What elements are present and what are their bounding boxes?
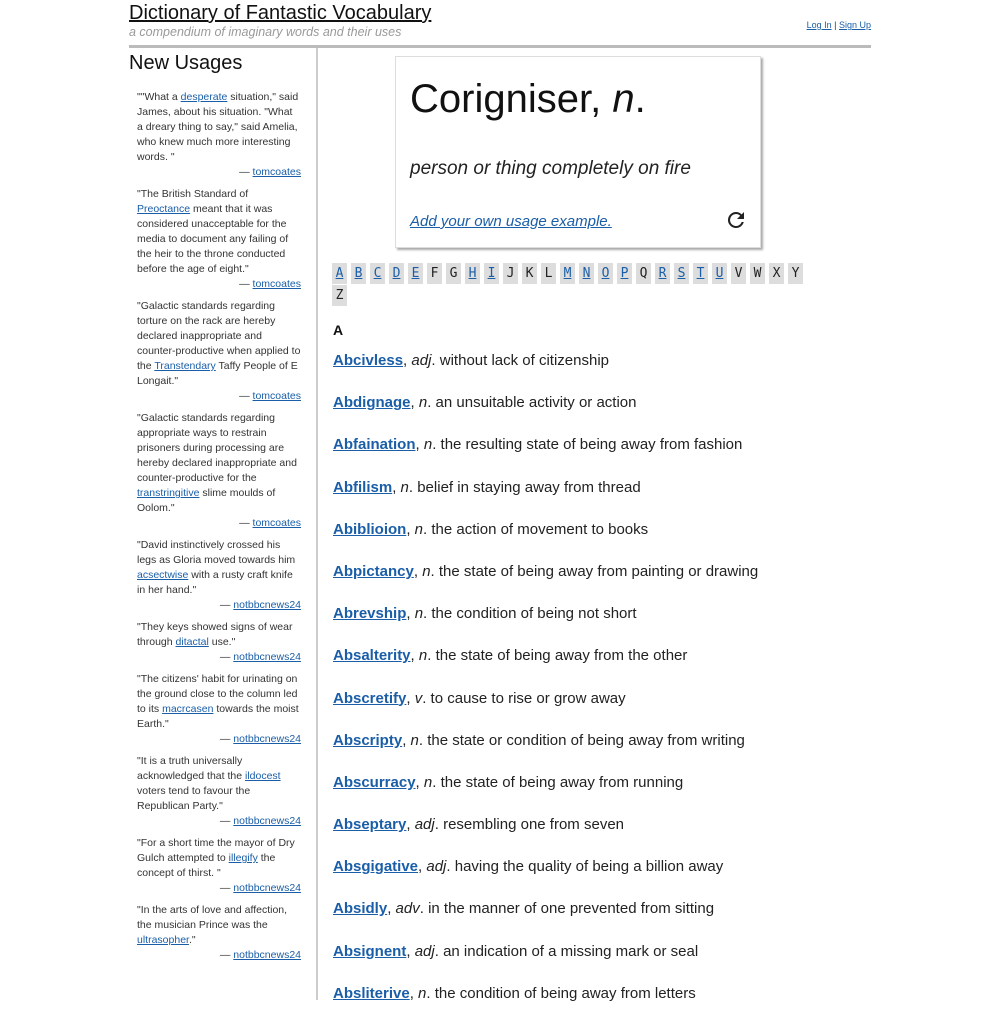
usage-quote-text: Taffy People of E Longait." [137,360,298,387]
word-entry: Abcivless, adj. without lack of citizenship [333,352,610,369]
word-entry: Absgigative, adj. having the quality of being a billion away [333,858,724,876]
entry-pos: n [422,562,431,580]
usage-quote-text: with a rusty craft knife in her hand." [137,569,293,596]
word-entry: Absliterive, n. the condition of being away from letters [333,984,696,1002]
usage-list [137,90,301,970]
letter-a[interactable]: A [332,263,347,284]
usage-attribution [137,948,301,963]
auth-links [807,20,871,30]
column-divider [316,48,318,1000]
usage-word-link[interactable]: ditactal [175,636,209,648]
entry-word-link[interactable]: Abdignage [333,394,411,412]
usage-quote-text: voters tend to favour the Republican Party." [137,785,251,812]
usage-attribution [137,650,301,665]
usage-word-link[interactable]: ildocest [245,770,281,782]
usage-quote-text: slime moulds of Oolom." [137,487,276,514]
entry-pos: v [414,689,423,707]
usage-attribution [137,814,301,829]
letter-d[interactable]: D [389,263,404,284]
entry-definition: the action of movement to books [431,520,649,538]
entry-pos: adj [411,352,432,369]
entry-word-link[interactable]: Absignent [333,942,407,960]
attribution-dash: — [219,733,234,745]
usage-quote-text: "For a short time the mayor of Dry Gulch attempted to [137,837,295,864]
usage-quote-text: "David instinctively crossed his legs as Gloria moved towards him [137,539,296,566]
entry-pos: n [423,773,433,791]
usage-item [137,90,301,180]
entry-definition: the state of being away from the other [435,647,688,665]
letter-f: F [427,263,442,284]
entry-definition: the state of being away from running [440,773,684,791]
author-link[interactable]: notbbcnews24 [233,651,301,663]
letter-q: Q [636,263,651,284]
refresh-icon[interactable] [724,208,748,232]
entry-word-link[interactable]: Abscurracy [333,773,416,791]
entry-word-link[interactable]: Absidly [333,900,388,918]
entry-definition: an unsuitable activity or action [435,394,637,412]
featured-word-card [395,56,761,248]
section-letter: A [333,322,344,338]
entry-pos: n [410,731,419,749]
usage-word-link[interactable]: acsectwise [137,569,189,581]
entry-word-link[interactable]: Abscripty [333,731,403,749]
usage-word-link[interactable]: Transtendary [154,360,216,372]
attribution-dash: — [239,278,253,290]
letter-l: L [541,263,556,284]
usage-quote-text: the concept of thirst. " [137,852,276,879]
entry-word-link[interactable]: Abrevship [333,605,407,623]
entry-pos: n [414,605,424,623]
word-entry: Abfilism, n. belief in staying away from thread [333,478,641,496]
word-list [333,351,973,1026]
usage-quote-text: towards the moist Earth." [137,703,299,730]
usage-quote-text: ""What a [137,91,181,103]
word-entry: Abscripty, n. the state or condition of being away from writing [333,731,745,749]
usage-quote-text: use." [208,636,236,648]
letter-s[interactable]: S [674,263,689,284]
usage-attribution [137,598,301,613]
letter-b[interactable]: B [351,263,366,284]
featured-word: Corigniser, n. [410,77,646,121]
attribution-dash: — [219,599,234,611]
usage-quote-text: meant that it was considered unacceptable for the media to document any failing of the heir to the throne conducted before the age of eight." [137,203,289,275]
usage-item [137,903,301,963]
letter-o[interactable]: O [598,263,613,284]
letter-w: W [750,263,765,284]
entry-definition: the state of being away from painting or drawing [438,562,759,580]
usage-quote [137,411,301,516]
letter-i[interactable]: I [484,263,499,284]
sidebar [129,50,309,961]
author-link[interactable]: notbbcnews24 [233,815,301,827]
word-entry: Abscurracy, n. the state of being away from running [333,773,684,791]
letter-y: Y [788,263,803,284]
author-link[interactable]: notbbcnews24 [233,882,301,894]
usage-word-link[interactable]: ultrasopher [137,934,189,946]
alphabet-nav [332,263,812,306]
usage-quote [137,90,301,165]
usage-quote-text: "It is a truth universally acknowledged that the [137,755,245,782]
author-link[interactable]: tomcoates [252,166,301,178]
usage-quote [137,538,301,598]
letter-p[interactable]: P [617,263,632,284]
entry-pos: adj [426,858,447,876]
usage-quote [137,754,301,814]
entry-pos: n [418,984,427,1002]
entry-word-link[interactable]: Absalterity [333,647,411,665]
word-entry: Abpictancy, n. the state of being away from painting or drawing [333,562,759,580]
usage-quote-text: "Galactic standards regarding torture on the rack are hereby declared inappropriate and counter-productive when applied to the [137,300,301,372]
usage-word-link[interactable]: illegify [228,852,258,864]
entry-definition: resembling one from seven [443,816,625,834]
entry-word-link[interactable]: Abfaination [333,436,416,454]
entry-pos: n [418,394,428,412]
word-entry: Abiblioion, n. the action of movement to books [333,520,649,538]
attribution-dash: — [239,166,253,178]
usage-quote [137,903,301,948]
entry-pos: n [400,478,409,496]
entry-definition: having the quality of being a billion away [454,858,724,876]
letter-j: J [503,263,518,284]
attribution-dash: — [219,949,234,961]
entry-definition: belief in staying away from thread [417,478,641,496]
attribution-dash: — [219,651,234,663]
site-title[interactable]: Dictionary of Fantastic Vocabulary [129,2,432,24]
entry-definition: the condition of being away from letters [434,984,696,1002]
featured-definition: person or thing completely on fire [410,158,691,179]
attribution-dash: — [239,517,253,529]
author-link[interactable]: notbbcnews24 [233,733,301,745]
word-entry: Abrevship, n. the condition of being not short [333,605,637,623]
usage-quote-text: "In the arts of love and affection, the musician Prince was the [137,904,288,931]
usage-attribution [137,881,301,896]
author-link[interactable]: tomcoates [252,278,301,290]
usage-word-link[interactable]: transtringitive [137,487,200,499]
letter-n[interactable]: N [579,263,594,284]
auth-separator: | [834,20,837,30]
attribution-dash: — [219,815,234,827]
usage-item [137,836,301,896]
usage-attribution [137,277,301,292]
author-link[interactable]: tomcoates [252,517,301,529]
letter-g: G [446,263,461,284]
entry-word-link[interactable]: Abcivless [333,352,404,369]
letter-k: K [522,263,537,284]
usage-item [137,411,301,531]
featured-word-pos: n [612,77,635,121]
word-entry: Abfaination, n. the resulting state of being away from fashion [333,436,743,454]
usage-item [137,187,301,292]
entry-pos: n [414,520,424,538]
letter-u[interactable]: U [712,263,727,284]
add-usage-link[interactable]: Add your own usage example. [410,213,612,230]
author-link[interactable]: notbbcnews24 [233,599,301,611]
entry-word-link[interactable]: Abscretify [333,689,407,707]
attribution-dash: — [219,882,234,894]
letter-t[interactable]: T [693,263,708,284]
usage-attribution [137,165,301,180]
letter-r[interactable]: R [655,263,670,284]
entry-pos: adj [414,942,435,960]
entry-word-link[interactable]: Absliterive [333,984,410,1002]
usage-quote-text: "The British Standard of [137,188,249,200]
usage-quote-text: ." [188,934,196,946]
usage-quote-text: situation," said James, about his situation. "What a dreary thing to say," said Amelia, who knew much more interesting words. " [137,91,299,163]
usage-quote-text: "The citizens' habit for urinating on the ground close to the column led to its [137,673,298,715]
usage-quote [137,187,301,277]
letter-m[interactable]: M [560,263,575,284]
usage-word-link[interactable]: Preoctance [137,203,191,215]
entry-word-link[interactable]: Abseptary [333,816,407,834]
word-entry: Absalterity, n. the state of being away from the other [333,647,688,665]
header-divider [129,45,871,48]
letter-c[interactable]: C [370,263,385,284]
usage-quote [137,672,301,732]
entry-definition: in the manner of one prevented from sitting [428,900,715,918]
usage-attribution [137,732,301,747]
entry-definition: to cause to rise or grow away [430,689,626,707]
signup-link[interactable]: Sign Up [838,20,871,30]
entry-pos: n [423,436,433,454]
usage-item [137,672,301,747]
entry-word-link[interactable]: Abfilism [333,478,393,496]
word-entry: Abdignage, n. an unsuitable activity or action [333,394,637,412]
usage-word-link[interactable]: macrcasen [162,703,214,715]
usage-word-link[interactable]: desperate [180,91,228,103]
entry-definition: an indication of a missing mark or seal [443,942,699,960]
entry-word-link[interactable]: Abpictancy [333,562,414,580]
usage-quote [137,620,301,650]
entry-definition: without lack of citizenship [439,352,610,369]
login-link[interactable]: Log In [806,20,832,30]
usage-quote [137,836,301,881]
usage-item [137,620,301,665]
entry-pos: adj [414,816,435,834]
usage-item [137,754,301,829]
author-link[interactable]: tomcoates [252,390,301,402]
usage-attribution [137,389,301,404]
word-entry: Abscretify, v. to cause to rise or grow away [333,689,626,707]
entry-definition: the resulting state of being away from fashion [440,436,743,454]
usage-attribution [137,516,301,531]
letter-e[interactable]: E [408,263,423,284]
sidebar-heading: New Usages [129,52,243,74]
usage-item [137,299,301,404]
word-entry: Absidly, adv. in the manner of one prevented from sitting [333,900,715,918]
featured-word-text: Corigniser [410,77,591,121]
letter-x: X [769,263,784,284]
usage-quote-text: "Galactic standards regarding appropriate ways to restrain prisoners during processing are hereby declared inappropriate and counter-productive for the [137,412,297,484]
word-entry: Abseptary, adj. resembling one from seven [333,816,625,834]
usage-quote [137,299,301,389]
letter-h[interactable]: H [465,263,480,284]
letter-z: Z [332,285,347,306]
entry-word-link[interactable]: Abiblioion [333,520,407,538]
entry-definition: the condition of being not short [431,605,637,623]
entry-word-link[interactable]: Absgigative [333,858,419,876]
entry-pos: adv [395,900,420,918]
word-entry: Absignent, adj. an indication of a missing mark or seal [333,942,699,960]
usage-quote-text: "They keys showed signs of wear through [137,621,293,648]
letter-v: V [731,263,746,284]
attribution-dash: — [239,390,253,402]
site-subtitle: a compendium of imaginary words and their uses [129,25,402,39]
author-link[interactable]: notbbcnews24 [233,949,301,961]
usage-item [137,538,301,613]
entry-pos: n [418,647,428,665]
entry-definition: the state or condition of being away from writing [427,731,745,749]
